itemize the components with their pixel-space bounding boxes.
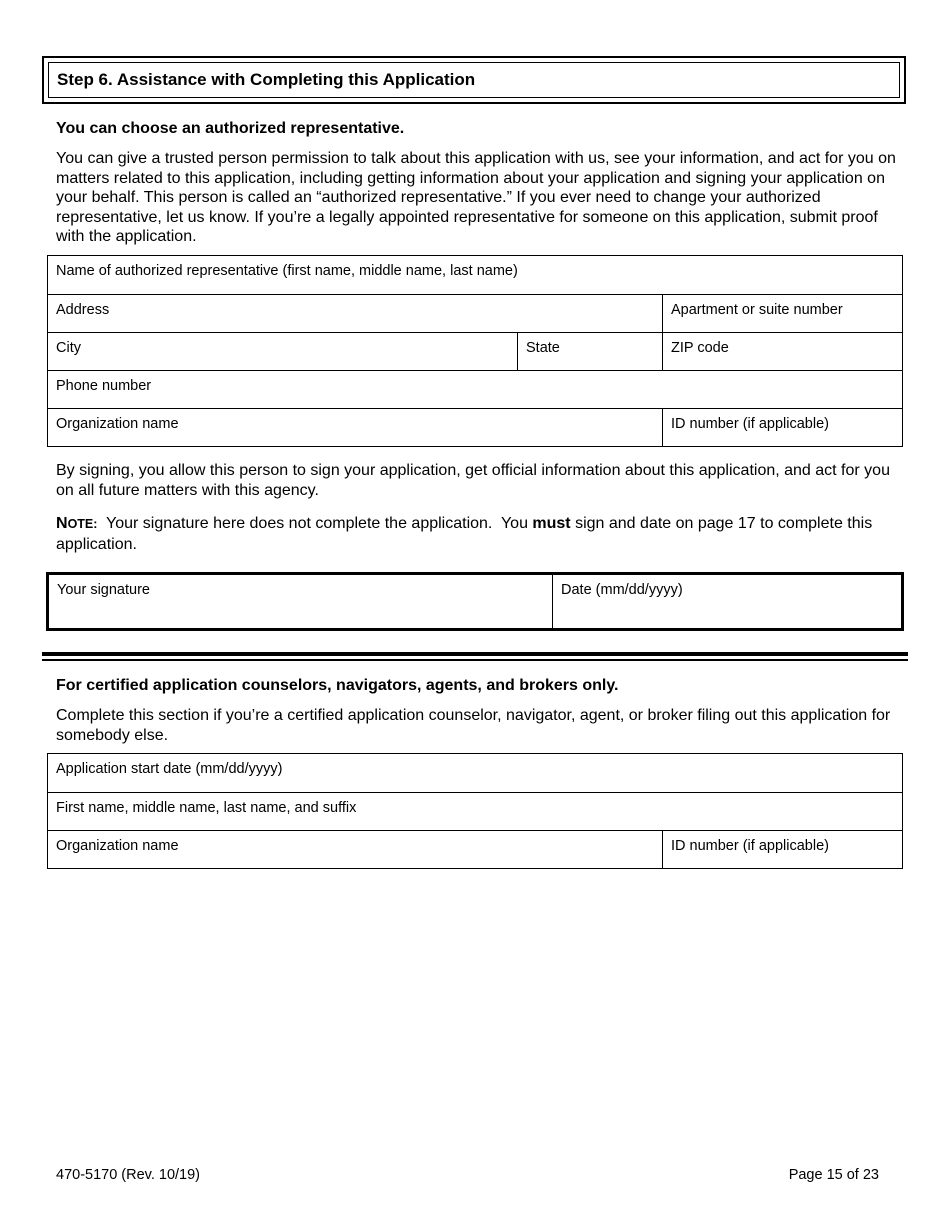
form-row bbox=[48, 792, 902, 830]
form-row bbox=[48, 332, 902, 370]
step-header-title: Step 6. Assistance with Completing this Application bbox=[48, 62, 900, 98]
rep-zip-field[interactable]: ZIP code bbox=[662, 333, 902, 370]
form-row bbox=[48, 370, 902, 408]
rep-address-field[interactable]: Address bbox=[56, 302, 110, 318]
counselor-name-field[interactable]: First name, middle name, last name, and suffix bbox=[56, 800, 357, 816]
counselors-heading: For certified application counselors, navigators, agents, and brokers only. bbox=[56, 677, 619, 694]
rep-apartment-field[interactable]: Apartment or suite number bbox=[662, 295, 902, 332]
section-divider bbox=[42, 652, 908, 656]
rep-name-field[interactable]: Name of authorized representative (first name, middle name, last name) bbox=[56, 263, 518, 279]
counselor-id-number-field[interactable]: ID number (if applicable) bbox=[662, 831, 902, 868]
note-emphasis: must bbox=[532, 515, 571, 532]
signature-box bbox=[46, 572, 904, 631]
step-header-box bbox=[42, 56, 906, 104]
rep-phone-field[interactable]: Phone number bbox=[56, 378, 152, 394]
section-divider bbox=[42, 659, 908, 661]
form-row bbox=[48, 256, 902, 294]
app-start-date-field[interactable]: Application start date (mm/dd/yyyy) bbox=[56, 761, 283, 777]
rep-state-field[interactable]: State bbox=[517, 333, 662, 370]
form-number: 470-5170 (Rev. 10/19) bbox=[56, 1167, 201, 1183]
form-row bbox=[48, 754, 902, 792]
authorized-rep-heading: You can choose an authorized representative. bbox=[56, 120, 405, 137]
signing-permission-text: By signing, you allow this person to sign your application, get official information about this application, and act for you on all future matters with this agency. bbox=[56, 462, 890, 499]
authorized-rep-form bbox=[47, 255, 903, 447]
note-label: NOTE: bbox=[56, 515, 98, 532]
signature-date-field[interactable]: Date (mm/dd/yyyy) bbox=[552, 575, 901, 628]
rep-organization-field[interactable]: Organization name bbox=[56, 416, 179, 432]
form-row bbox=[48, 408, 902, 446]
page-number: Page 15 of 23 bbox=[788, 1167, 879, 1183]
rep-id-number-field[interactable]: ID number (if applicable) bbox=[662, 409, 902, 446]
note-text: NOTE: Your signature here does not complete the application. You must sign and date on page 17 to complete this application. bbox=[56, 515, 873, 553]
counselors-form bbox=[47, 753, 903, 869]
form-row bbox=[48, 830, 902, 868]
rep-city-field[interactable]: City bbox=[56, 340, 81, 356]
authorized-rep-intro: You can give a trusted person permission to talk about this application with us, see your information, and act for you on matters related to this application, including getting information about your application and signing your application on your behalf. This person is called an “authorized representative.” If you ever need to change your authorized representative, let us know. If you’re a legally appointed representative for someone on this application, submit proof with the application. bbox=[56, 150, 896, 246]
form-row bbox=[48, 294, 902, 332]
counselors-intro: Complete this section if you’re a certified application counselor, navigator, agent, or broker filing out this application for somebody else. bbox=[56, 707, 891, 744]
signature-field[interactable]: Your signature bbox=[57, 582, 150, 598]
counselor-organization-field[interactable]: Organization name bbox=[56, 838, 179, 854]
